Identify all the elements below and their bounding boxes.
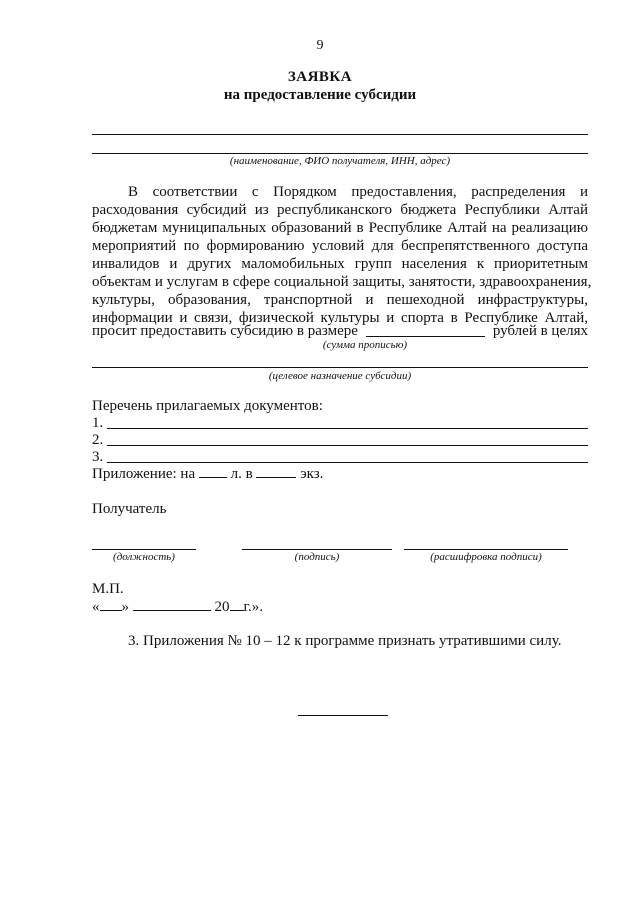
document-item-line[interactable] xyxy=(107,427,588,429)
attachment-prefix: Приложение: на xyxy=(92,466,196,482)
body-line: бюджетам муниципальных образований в Республике Алтай на реализацию xyxy=(92,220,588,236)
year-blank[interactable] xyxy=(230,609,244,611)
date-quote-open: « xyxy=(92,599,100,615)
document-item-2 xyxy=(92,431,588,449)
document-subtitle: на предоставление субсидии xyxy=(223,87,417,103)
stamp-label: М.П. xyxy=(92,581,124,597)
document-item-line[interactable] xyxy=(107,461,588,463)
document-item-number: 3. xyxy=(92,449,104,465)
position-line[interactable] xyxy=(92,549,196,550)
year-suffix: г.». xyxy=(243,599,263,615)
copies-blank[interactable] xyxy=(256,476,296,478)
page-number: 9 xyxy=(316,38,324,53)
signature-caption: (подпись) xyxy=(294,551,340,563)
recipient-caption: (наименование, ФИО получателя, ИНН, адрес) xyxy=(229,155,451,167)
body-line: объектам и услугам в сфере социальной защиты, занятости, здравоохранения, xyxy=(92,274,592,290)
documents-heading: Перечень прилагаемых документов: xyxy=(92,398,323,414)
recipient-label: Получатель xyxy=(92,501,167,517)
body-line: инвалидов и других маломобильных групп населения к приоритетным xyxy=(92,256,588,272)
document-title: ЗАЯВКА xyxy=(287,69,353,85)
purpose-caption: (целевое назначение субсидии) xyxy=(268,370,412,382)
body-line: расходования субсидий из республиканского бюджета Республики Алтай xyxy=(92,202,588,218)
body-line: информации и связи, физической культуры и спорта в Республике Алтай, xyxy=(92,310,588,326)
signature-line[interactable] xyxy=(242,549,392,550)
closing-separator xyxy=(298,715,388,716)
request-line xyxy=(92,322,588,340)
body-line: В соответствии с Порядком предоставления, распределения и xyxy=(128,184,588,200)
amount-blank[interactable] xyxy=(366,335,485,337)
clause-text: 3. Приложения № 10 – 12 к программе признать утратившими силу. xyxy=(128,633,562,649)
document-item-3 xyxy=(92,448,588,466)
attachment-suffix: экз. xyxy=(300,466,324,482)
attachment-line xyxy=(92,465,323,483)
date-quote-close: » xyxy=(121,599,129,615)
month-blank[interactable] xyxy=(133,609,211,611)
recipient-line-1[interactable] xyxy=(92,134,588,135)
date-line xyxy=(92,598,263,616)
attachment-middle: л. в xyxy=(230,466,253,482)
request-text-before: просит предоставить субсидию в размере xyxy=(92,323,358,339)
decoding-caption: (расшифровка подписи) xyxy=(430,551,542,563)
document-item-1 xyxy=(92,414,588,432)
document-item-number: 2. xyxy=(92,432,104,448)
document-item-line[interactable] xyxy=(107,444,588,446)
request-text-after: рублей в целях xyxy=(492,323,588,339)
amount-caption: (сумма прописью) xyxy=(322,339,408,351)
body-line: культуры, образования, транспортной и пешеходной инфраструктуры, xyxy=(92,292,588,308)
purpose-line[interactable] xyxy=(92,367,588,368)
day-blank[interactable] xyxy=(100,609,122,611)
recipient-line-2[interactable] xyxy=(92,153,588,154)
body-line: мероприятий по формированию условий для беспрепятственного доступа xyxy=(92,238,588,254)
document-item-number: 1. xyxy=(92,415,104,431)
pages-blank[interactable] xyxy=(199,476,227,478)
year-prefix: 20 xyxy=(214,599,230,615)
position-caption: (должность) xyxy=(113,551,175,563)
signature-decoding-line[interactable] xyxy=(404,549,568,550)
